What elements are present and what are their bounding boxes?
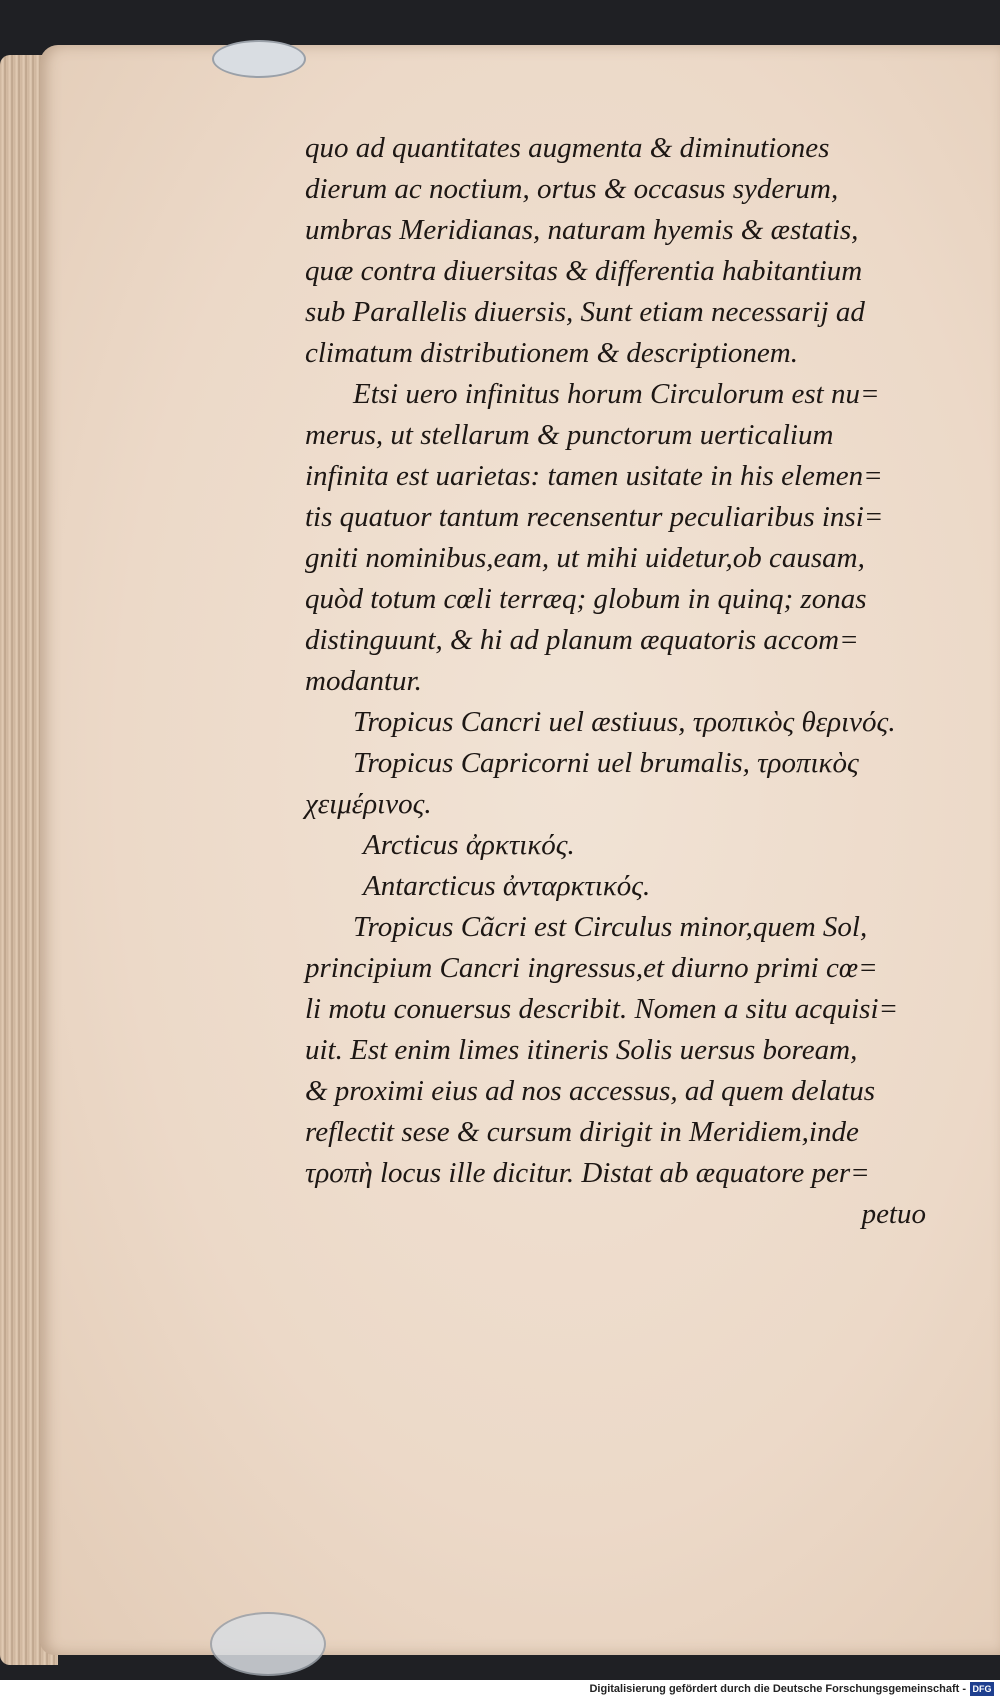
text-line: gniti nominibus,eam, ut mihi uidetur,ob causam, (305, 542, 865, 574)
text-line: dierum ac noctium, ortus & occasus syderum, (305, 173, 839, 205)
top-clip (212, 40, 306, 78)
dfg-logo: DFG (970, 1682, 994, 1696)
text-line: quòd totum cœli terræq; globum in quinq; zonas (305, 583, 867, 615)
text-line: Tropicus Cãcri est Circulus minor,quem Sol, (353, 911, 868, 943)
text-line: τροπὴ locus ille dicitur. Distat ab æquatore per= (305, 1157, 870, 1189)
text-line: sub Parallelis diuersis, Sunt etiam necessarij ad (305, 296, 865, 328)
text-line: infinita est uarietas: tamen usitate in his elemen= (305, 460, 883, 492)
text-line: uit. Est enim limes itineris Solis uersus boream, (305, 1034, 858, 1066)
text-line: Tropicus Cancri uel æstiuus, τροπικὸς θερινός. (353, 706, 896, 738)
text-line: reflectit sese & cursum dirigit in Meridiem,inde (305, 1116, 859, 1148)
text-line: merus, ut stellarum & punctorum uerticalium (305, 419, 834, 451)
text-line: umbras Meridianas, naturam hyemis & æstatis, (305, 214, 859, 246)
text-line: quæ contra diuersitas & differentia habitantium (305, 255, 863, 287)
page-text (305, 128, 930, 1235)
text-line: Antarcticus ἀνταρκτικός. (363, 870, 651, 902)
text-line: & proximi eius ad nos accessus, ad quem delatus (305, 1075, 876, 1107)
text-line: li motu conuersus describit. Nomen a situ acquisi= (305, 993, 899, 1025)
text-line: Etsi uero infinitus horum Circulorum est nu= (353, 378, 880, 410)
text-line: tis quatuor tantum recensentur peculiaribus insi= (305, 501, 884, 533)
text-line: modantur. (305, 665, 422, 697)
text-line: climatum distributionem & descriptionem. (305, 337, 798, 369)
text-line: distinguunt, & hi ad planum æquatoris accom= (305, 624, 859, 656)
catchword: petuo (861, 1198, 926, 1230)
digitization-credit: Digitalisierung gefördert durch die Deutsche Forschungsgemeinschaft - (589, 1683, 966, 1695)
text-line: quo ad quantitates augmenta & diminutiones (305, 132, 830, 164)
bottom-clip (210, 1612, 326, 1676)
text-line: principium Cancri ingressus,et diurno primi cœ= (305, 952, 878, 984)
text-line: Arcticus ἀρκτικός. (363, 829, 575, 861)
text-line: χειμέρινος. (305, 788, 432, 820)
text-line: Tropicus Capricorni uel brumalis, τροπικὸς (353, 747, 859, 779)
